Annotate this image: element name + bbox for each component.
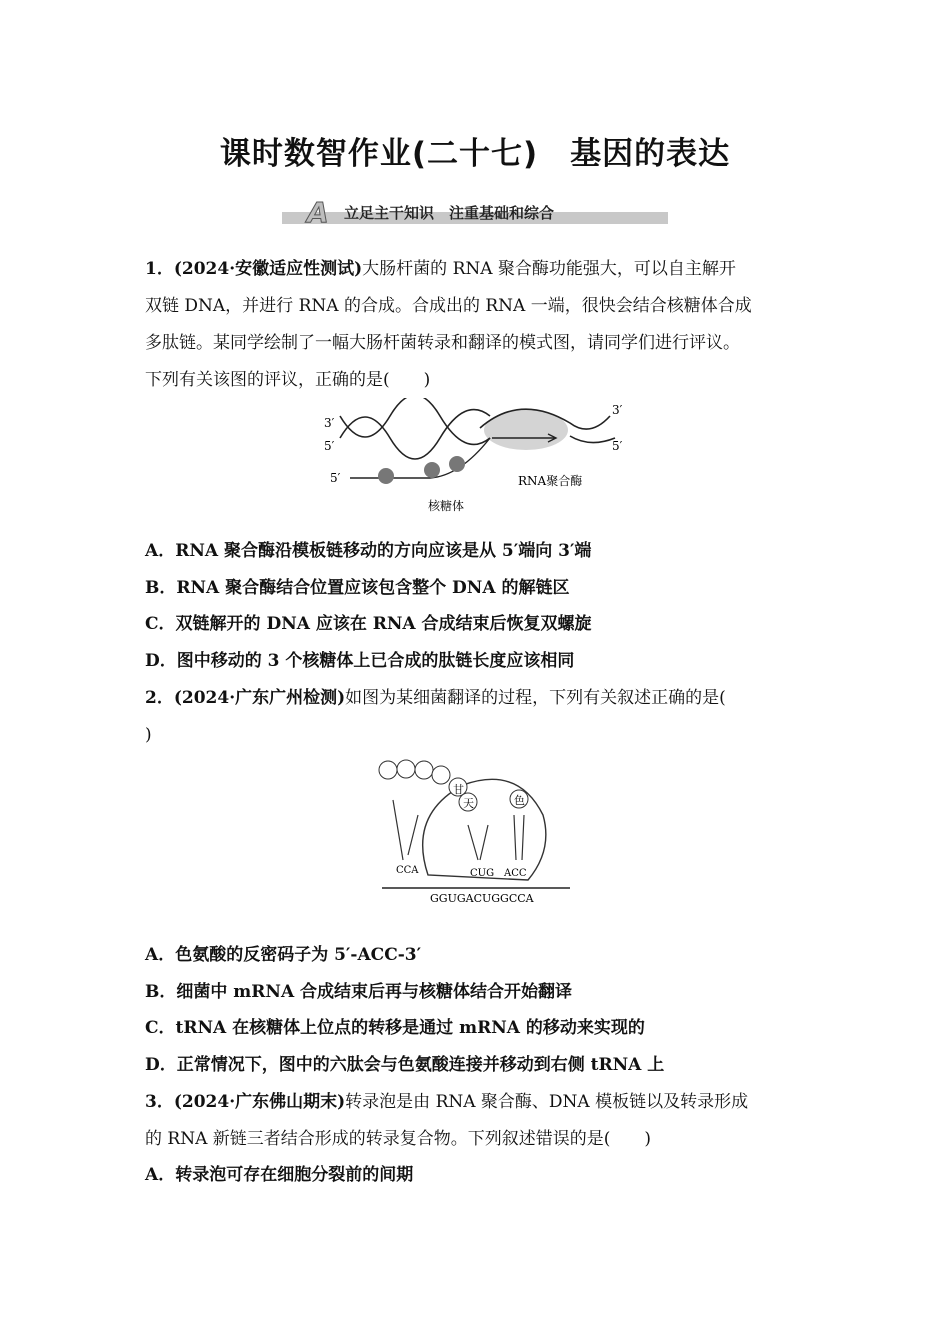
dna-strand-1: [340, 410, 490, 459]
label-rna-polymerase: RNA聚合酶: [518, 474, 583, 488]
q2-line-2: ): [145, 725, 152, 745]
q3-source: (2024·广东佛山期末): [173, 1092, 346, 1112]
q1-line-2: 双链 DNA，并进行 RNA 的合成。合成出的 RNA 一端，很快会结合核糖体合成: [145, 296, 752, 316]
q3-option-a: A．转录泡可存在细胞分裂前的间期: [145, 1165, 414, 1185]
dna-coding-strand: [570, 436, 615, 443]
aa-label-2: 天: [463, 797, 474, 810]
transcription-figure: [320, 398, 640, 518]
q1-option-d: D．图中移动的 3 个核糖体上已合成的肽链长度应该相同: [145, 651, 575, 671]
label-ribosome: 核糖体: [428, 499, 465, 513]
section-banner: [282, 198, 668, 228]
q1-line-1: [145, 258, 736, 280]
amino-acid-1: [379, 761, 397, 779]
q2-stem-1: 如图为某细菌翻译的过程，下列有关叙述正确的是(: [345, 688, 726, 708]
ribosome-outline: [423, 779, 546, 880]
q2-option-b: B．细菌中 mRNA 合成结束后再与核糖体结合开始翻译: [145, 982, 573, 1002]
banner-text: 立足主干知识 注重基础和综合: [344, 204, 555, 222]
q3-line-1: [145, 1091, 748, 1113]
trna-right: [514, 815, 524, 860]
label-3-prime-right: 3′: [612, 403, 623, 417]
ribosome-1: [378, 468, 394, 484]
label-5-prime-right: 5′: [612, 439, 623, 453]
anticodon-3: ACC: [504, 868, 527, 879]
amino-acid-3: [415, 761, 433, 779]
banner-letter-icon: A: [307, 196, 329, 229]
ribosome-2: [424, 462, 440, 478]
aa-label-3: 色: [514, 794, 525, 807]
q1-option-b: B．RNA 聚合酶结合位置应该包含整个 DNA 的解链区: [145, 578, 570, 598]
q3-number: 3．: [145, 1092, 174, 1112]
q3-line-2: 的 RNA 新链三者结合形成的转录复合物。下列叙述错误的是( ): [145, 1129, 652, 1149]
q2-option-c: C．tRNA 在核糖体上位点的转移是通过 mRNA 的移动来实现的: [145, 1018, 645, 1038]
q1-line-4: 下列有关该图的评议，正确的是( ): [145, 370, 431, 390]
q1-number: 1．: [145, 259, 174, 279]
trna-middle: [468, 825, 488, 860]
label-5-prime-mrna: 5′: [330, 471, 341, 485]
label-5-prime-left: 5′: [324, 439, 335, 453]
q2-option-d: D．正常情况下，图中的六肽会与色氨酸连接并移动到右侧 tRNA 上: [145, 1055, 665, 1075]
page-title: 课时数智作业(二十七) 基因的表达: [219, 136, 731, 172]
amino-acid-4: [432, 766, 450, 784]
ribosome-3: [449, 456, 465, 472]
q2-line-1: [145, 687, 726, 709]
trna-left: [393, 800, 418, 860]
q1-stem-1: 大肠杆菌的 RNA 聚合酶功能强大，可以自主解开: [362, 259, 736, 279]
q1-option-a: A．RNA 聚合酶沿模板链移动的方向应该是从 5′端向 3′端: [145, 541, 592, 561]
amino-acid-2: [397, 760, 415, 778]
q1-line-3: 多肽链。某同学绘制了一幅大肠杆菌转录和翻译的模式图，请同学们进行评议。: [145, 333, 740, 353]
label-3-prime-left: 3′: [324, 416, 335, 430]
q1-source: (2024·安徽适应性测试): [173, 259, 363, 279]
translation-figure: [378, 755, 574, 910]
anticodon-2: CUG: [470, 868, 495, 879]
q2-source: (2024·广东广州检测): [173, 688, 346, 708]
mrna-sequence: GGUGACUGGCCA: [430, 892, 534, 905]
q2-option-a: A．色氨酸的反密码子为 5′-ACC-3′: [145, 945, 422, 965]
aa-label-1: 甘: [453, 783, 464, 796]
q3-stem-1: 转录泡是由 RNA 聚合酶、DNA 模板链以及转录形成: [345, 1092, 749, 1112]
dna-strand-2: [340, 398, 490, 444]
q1-option-c: C．双链解开的 DNA 应该在 RNA 合成结束后恢复双螺旋: [145, 614, 592, 634]
q2-number: 2．: [145, 688, 174, 708]
anticodon-1: CCA: [396, 865, 419, 876]
